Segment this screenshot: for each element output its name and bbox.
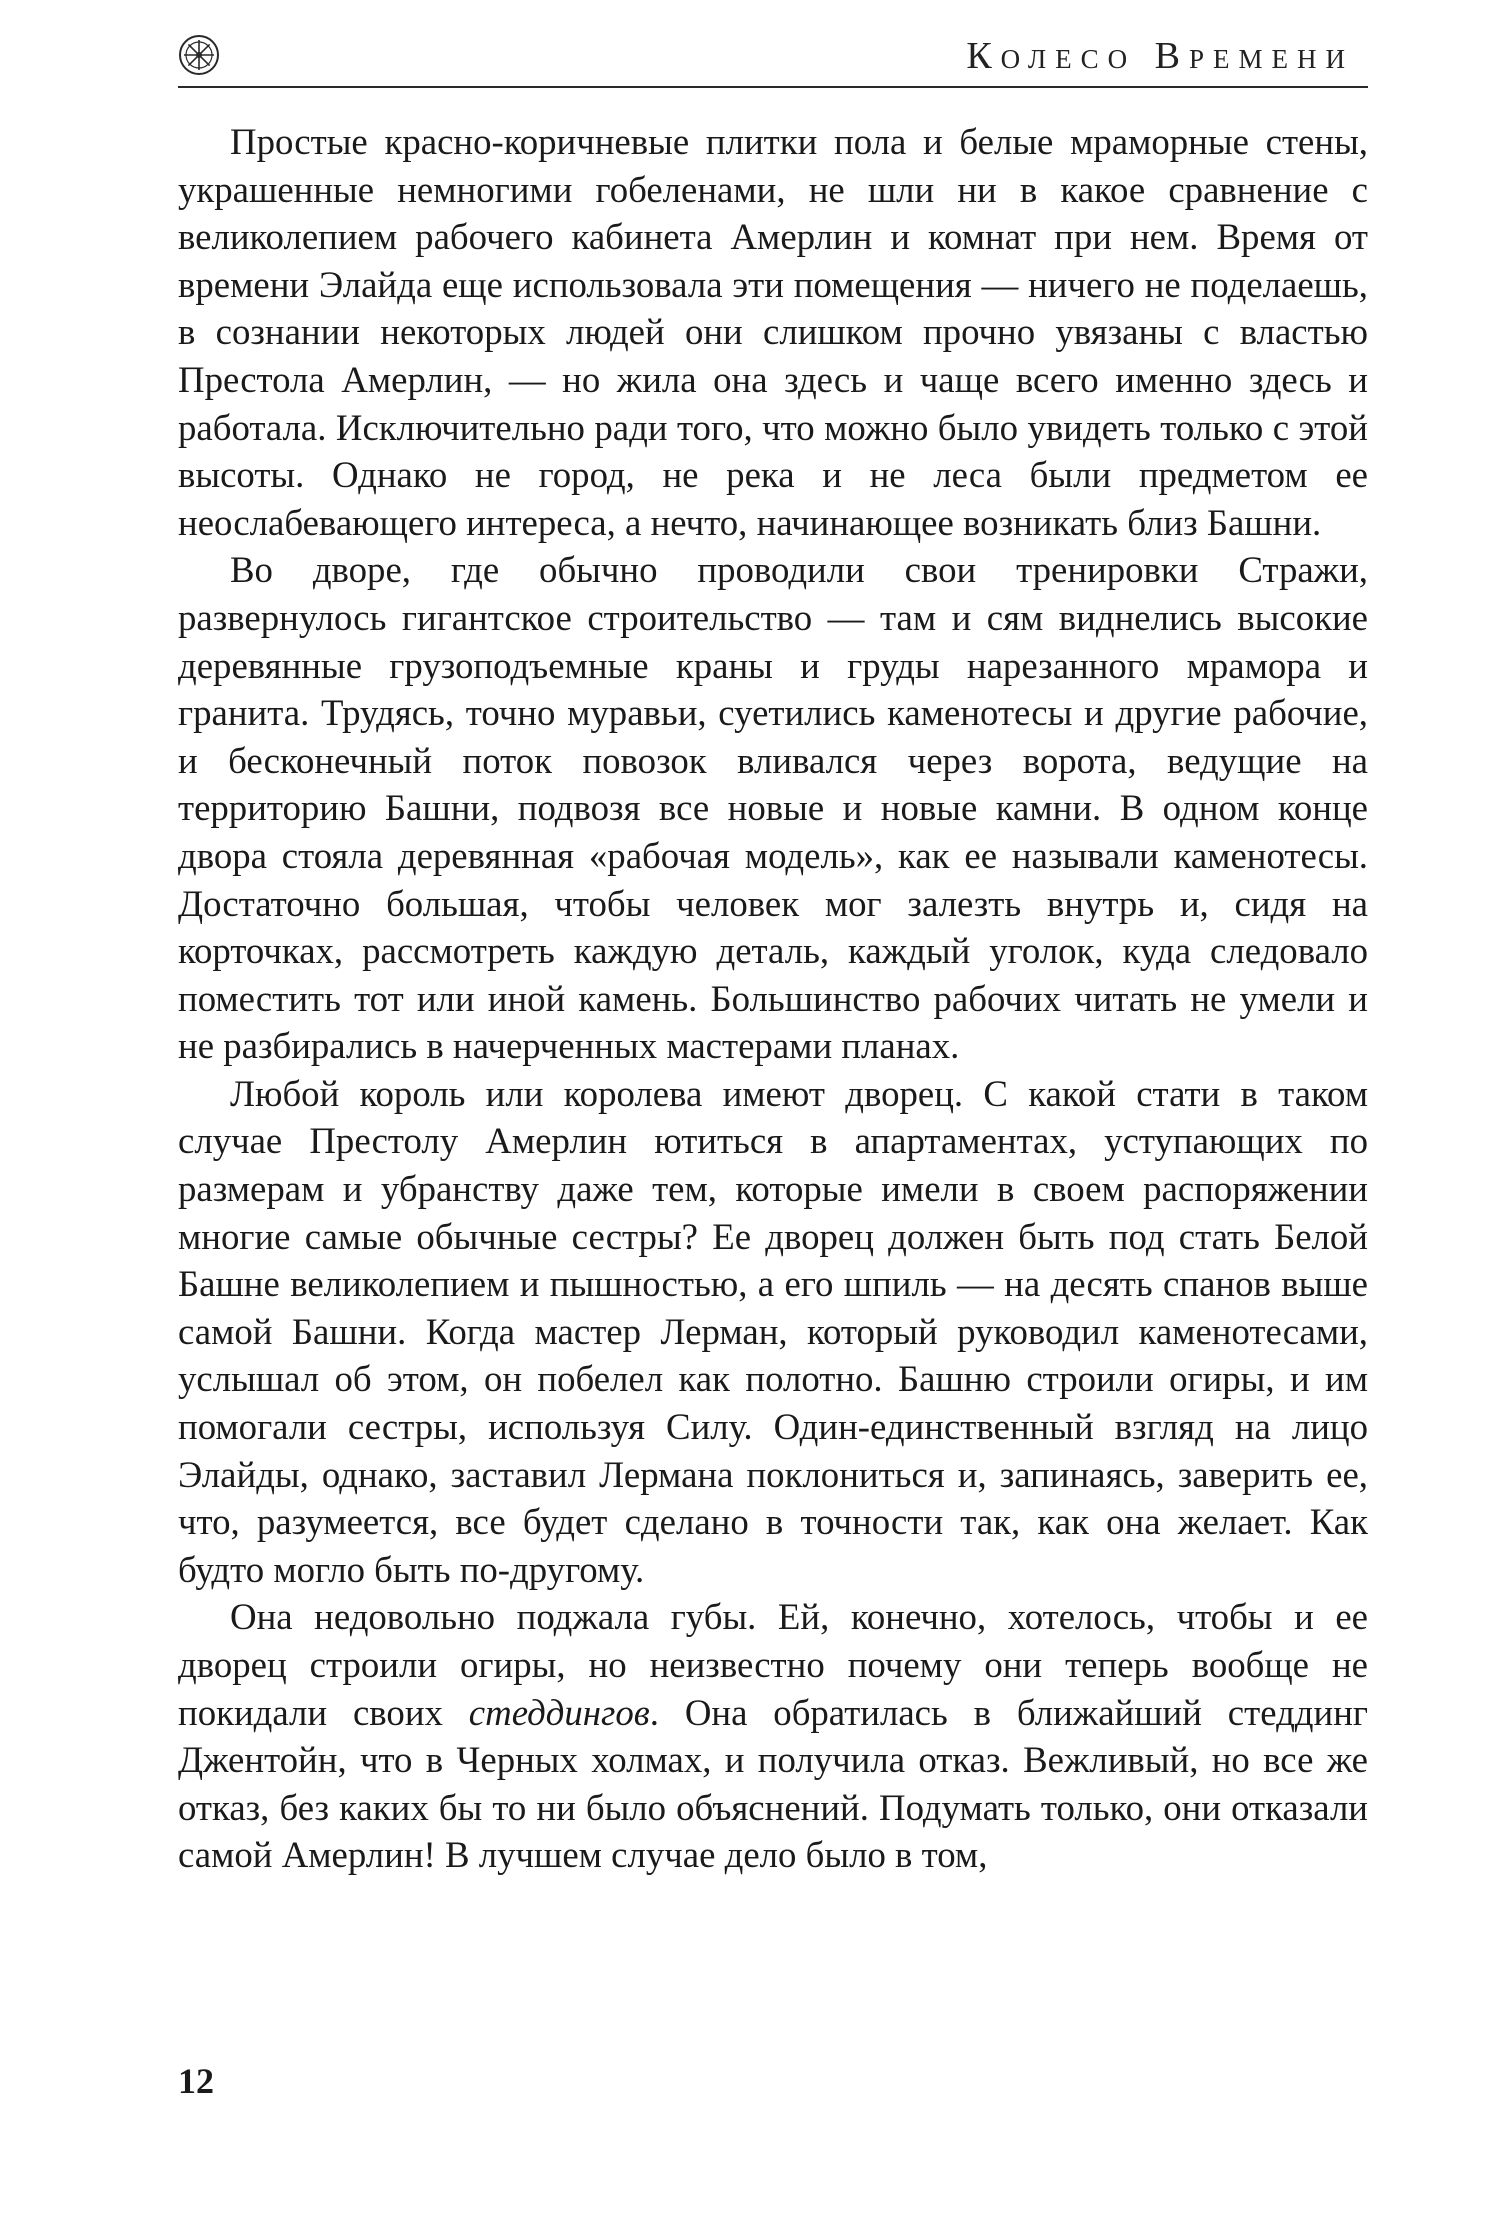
body-text bbox=[178, 118, 1368, 1879]
italic-term: стеддингов bbox=[468, 1691, 650, 1733]
page-number: 12 bbox=[178, 2061, 214, 2101]
paragraph-4 bbox=[178, 1593, 1368, 1879]
paragraph-2: Во дворе, где обычно проводили свои тренировки Стражи, развернулось гигантское строительство — там и сям виднелись высокие деревянные грузоподъемные краны и груды нарезанного мрамора и гранита. Трудясь, точно муравьи, суетились каменотесы и другие рабочие, и бесконечный поток повозок вливался через ворота, ведущие на территорию Башни, подвозя все новые и новые камни. В одном конце двора стояла деревянная «рабочая модель», как ее называли каменотесы. Достаточно большая, чтобы человек мог залезть внутрь и, сидя на корточках, рассмотреть каждую деталь, каждый уголок, куда следовало поместить тот или иной камень. Большинство рабочих читать не умели и не разбирались в начерченных мастерами планах. bbox=[178, 549, 1368, 1067]
compass-star-icon bbox=[178, 34, 220, 76]
paragraph-3: Любой король или королева имеют дворец. С какой стати в таком случае Престолу Амерлин ютиться в апартаментах, уступающих по размерам и убранству даже тем, которые имели в своем распоряжении многие самые обычные сестры? Ее дворец должен быть под стать Белой Башне великолепием и пышностью, а его шпиль — на десять спанов выше самой Башни. Когда мастер Лерман, который руководил каменотесами, услышал об этом, он побелел как полотно. Башню строили огиры, и им помогали сестры, используя Силу. Один-единственный взгляд на лицо Элайды, однако, заставил Лермана поклониться и, запинаясь, заверить ее, что, разумеется, все будет сделано в точности так, как она желает. Как будто могло быть по-другому. bbox=[178, 1072, 1368, 1590]
paragraph-4-start: Она недовольно поджала губы. Ей, конечно, хотелось, чтобы и ее дворец строили огиры, но неизвестно почему они теперь вообще не покидали своих bbox=[178, 1596, 1368, 1733]
paragraph-4-end: . Она обратилась в ближайший стеддинг Джентойн, что в Черных холмах, и получила отказ. Вежливый, но все же отказ, без каких бы то ни было объяснений. Подумать только, они отказали самой Амерлин! В лучшем случае дело было в том, bbox=[178, 1691, 1368, 1876]
book-title: Колесо Времени bbox=[966, 35, 1354, 77]
running-header bbox=[178, 28, 1368, 88]
paragraph-1: Простые красно-коричневые плитки пола и белые мраморные стены, украшенные немногими гобеленами, не шли ни в какое сравнение с великолепием рабочего кабинета Амерлин и комнат при нем. Время от времени Элайда еще использовала эти помещения — ничего не поделаешь, в сознании некоторых людей они слишком прочно увязаны с властью Престола Амерлин, — но жила она здесь и чаще всего именно здесь и работала. Исключительно ради того, что можно было увидеть только с этой высоты. Однако не город, не река и не леса были предметом ее неослабевающего интереса, а нечто, начинающее возникать близ Башни. bbox=[178, 121, 1368, 543]
